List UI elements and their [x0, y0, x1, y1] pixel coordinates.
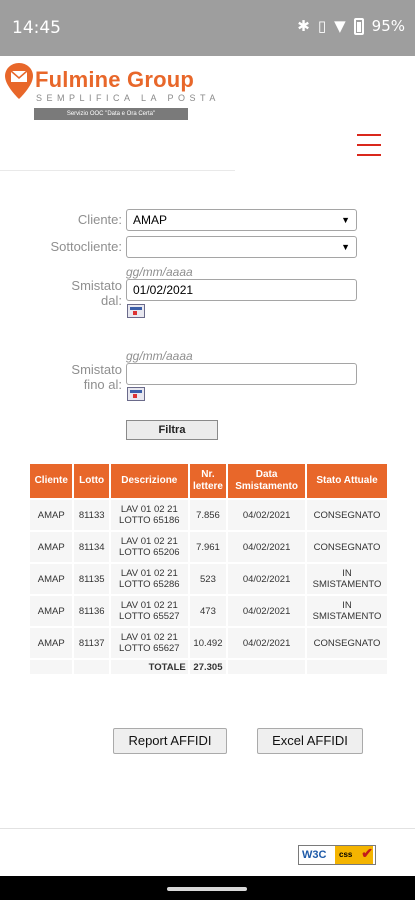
- cell-data: 04/02/2021: [228, 532, 305, 562]
- cell-lettere: 473: [190, 596, 226, 626]
- fino-date-input[interactable]: [126, 363, 357, 385]
- col-lotto[interactable]: Lotto: [74, 464, 108, 498]
- dal-date-input[interactable]: 01/02/2021: [126, 279, 357, 301]
- cell-lotto: 81137: [74, 628, 108, 658]
- excel-affidi-button[interactable]: Excel AFFIDI: [257, 728, 363, 754]
- cell-lettere: 7.961: [190, 532, 226, 562]
- cell-lotto: 81133: [74, 500, 108, 530]
- battery-icon: [354, 18, 364, 35]
- cell-lettere: 10.492: [190, 628, 226, 658]
- cell-descrizione: LAV 01 02 21 LOTTO 65206: [111, 532, 188, 562]
- status-icons: [297, 17, 405, 35]
- cell-stato: CONSEGNATO: [307, 500, 387, 530]
- cell-stato: CONSEGNATO: [307, 628, 387, 658]
- col-lettere[interactable]: Nr. lettere: [190, 464, 226, 498]
- cliente-label: Cliente:: [77, 212, 122, 227]
- results-table: [28, 462, 389, 676]
- cell-cliente: AMAP: [30, 628, 72, 658]
- table-row: [30, 596, 387, 626]
- cell-lettere: 7.856: [190, 500, 226, 530]
- logo-pin-icon: [4, 62, 34, 100]
- w3c-text: W3C: [302, 849, 327, 861]
- logo-subtitle: SEMPLIFICA LA POSTA: [36, 93, 220, 103]
- fino-label-line1: Smistato: [71, 362, 122, 377]
- dropdown-arrow-icon: ▼: [341, 242, 350, 252]
- sottocliente-label: Sottocliente:: [50, 239, 122, 254]
- cell-stato: CONSEGNATO: [307, 532, 387, 562]
- bluetooth-icon: ✱: [297, 17, 310, 35]
- fino-date-hint: gg/mm/aaaa: [126, 349, 193, 363]
- total-value: 27.305: [190, 660, 226, 674]
- cell-data: 04/02/2021: [228, 564, 305, 594]
- cell-stato: IN SMISTAMENTO: [307, 564, 387, 594]
- fino-label-line2: fino al:: [83, 377, 122, 392]
- logo-title: Fulmine Group: [35, 67, 195, 92]
- footer-divider: [0, 828, 415, 829]
- cell-descrizione: LAV 01 02 21 LOTTO 65186: [111, 500, 188, 530]
- css-text: css ✔: [335, 846, 373, 864]
- cell-empty: [30, 660, 72, 674]
- dal-label-line1: Smistato: [71, 278, 122, 293]
- table-total-row: [30, 660, 387, 674]
- cell-descrizione: LAV 01 02 21 LOTTO 65527: [111, 596, 188, 626]
- home-gesture-handle[interactable]: [167, 887, 247, 891]
- cell-cliente: AMAP: [30, 532, 72, 562]
- cell-empty: [74, 660, 108, 674]
- calendar-icon[interactable]: [127, 387, 145, 401]
- hamburger-icon[interactable]: [357, 134, 381, 158]
- wifi-icon: ▼: [334, 17, 346, 35]
- calendar-icon[interactable]: [127, 304, 145, 318]
- col-stato[interactable]: Stato Attuale: [307, 464, 387, 498]
- cell-empty: [307, 660, 387, 674]
- cell-cliente: AMAP: [30, 564, 72, 594]
- sottocliente-select[interactable]: [126, 236, 357, 258]
- cliente-select[interactable]: [126, 209, 357, 231]
- report-affidi-button[interactable]: Report AFFIDI: [113, 728, 227, 754]
- dal-label: [50, 278, 122, 308]
- dropdown-arrow-icon: ▼: [341, 215, 350, 225]
- col-data[interactable]: Data Smistamento: [228, 464, 305, 498]
- total-label: TOTALE: [111, 660, 188, 674]
- dal-date-hint: gg/mm/aaaa: [126, 265, 193, 279]
- status-bar: [0, 0, 415, 56]
- cell-cliente: AMAP: [30, 500, 72, 530]
- table-header-row: [30, 464, 387, 498]
- cell-data: 04/02/2021: [228, 596, 305, 626]
- cell-lotto: 81134: [74, 532, 108, 562]
- col-cliente[interactable]: Cliente: [30, 464, 72, 498]
- table-row: [30, 564, 387, 594]
- cell-empty: [228, 660, 305, 674]
- col-descrizione[interactable]: Descrizione: [111, 464, 188, 498]
- cell-lotto: 81135: [74, 564, 108, 594]
- header-divider: [0, 170, 235, 171]
- filter-button[interactable]: Filtra: [126, 420, 218, 440]
- table-row: [30, 500, 387, 530]
- cell-data: 04/02/2021: [228, 628, 305, 658]
- cell-data: 04/02/2021: [228, 500, 305, 530]
- dal-label-line2: dal:: [101, 293, 122, 308]
- cell-stato: IN SMISTAMENTO: [307, 596, 387, 626]
- system-nav-bar: [0, 876, 415, 900]
- cell-cliente: AMAP: [30, 596, 72, 626]
- table-row: [30, 628, 387, 658]
- status-time: 14:45: [12, 18, 61, 38]
- table-row: [30, 532, 387, 562]
- w3c-css-badge[interactable]: [298, 845, 376, 865]
- cell-lotto: 81136: [74, 596, 108, 626]
- vibrate-icon: ▯: [317, 17, 327, 35]
- fino-label: [50, 362, 122, 392]
- cell-descrizione: LAV 01 02 21 LOTTO 65627: [111, 628, 188, 658]
- cliente-select-value: AMAP: [133, 213, 168, 227]
- battery-percent: 95%: [371, 17, 405, 35]
- logo-badge: Servizio OOC "Data e Ora Certa": [34, 108, 188, 120]
- cell-lettere: 523: [190, 564, 226, 594]
- cell-descrizione: LAV 01 02 21 LOTTO 65286: [111, 564, 188, 594]
